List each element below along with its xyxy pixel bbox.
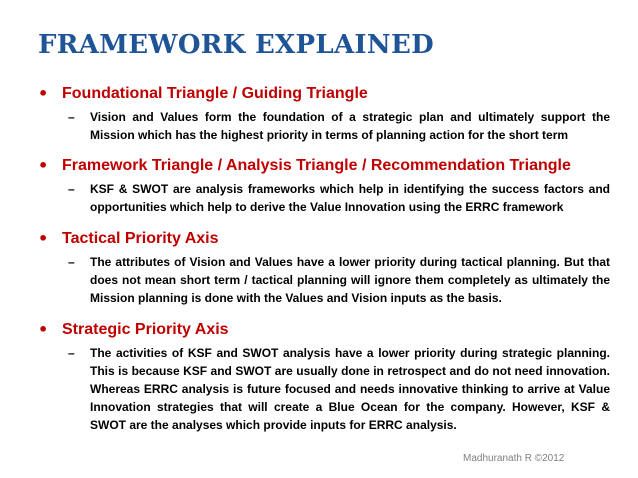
slide-title: FRAMEWORK EXPLAINED bbox=[38, 30, 434, 60]
bullet-item bbox=[38, 156, 610, 176]
section-text: The activities of KSF and SWOT analysis have a lower priority during strategic planning. This is because KSF and SWOT are usually done in retrospect and do not need innovation. Whereas ERRC analysis is future focused and needs innovative thinking to arrive at Value Innovation strategies that will create a Blue Ocean for the company. However, KSF & SWOT are the analyses which provide inputs for ERRC analysis. bbox=[90, 346, 610, 432]
footer-credit: Madhuranath R ©2012 bbox=[463, 453, 565, 464]
sub-bullet-item bbox=[38, 180, 610, 216]
section-heading: Tactical Priority Axis bbox=[62, 230, 219, 247]
slide-content bbox=[38, 84, 610, 446]
bullet-icon: • bbox=[38, 229, 49, 248]
section-text: Vision and Values form the foundation of a strategic plan and ultimately support the Mission which has the highest priority in terms of planning action for the short term bbox=[90, 110, 610, 142]
dash-icon: – bbox=[68, 182, 75, 196]
bullet-icon: • bbox=[38, 84, 49, 103]
bullet-item bbox=[38, 229, 610, 249]
section-text: KSF & SWOT are analysis frameworks which help in identifying the success factors and opportunities which help to derive the Value Innovation using the ERRC framework bbox=[90, 182, 610, 214]
section-tactical-priority-axis bbox=[38, 229, 610, 307]
bullet-icon: • bbox=[38, 156, 49, 175]
sub-bullet-item bbox=[38, 108, 610, 144]
section-strategic-priority-axis bbox=[38, 320, 610, 434]
section-heading: Framework Triangle / Analysis Triangle / Recommendation Triangle bbox=[62, 157, 571, 174]
dash-icon: – bbox=[68, 255, 75, 269]
bullet-item bbox=[38, 320, 610, 340]
section-text: The attributes of Vision and Values have a lower priority during tactical planning. But that does not mean short term / tactical planning will ignore them completely as ultimately the Mission planning is done with the Values and Vision inputs as the basis. bbox=[90, 255, 610, 305]
sub-bullet-item bbox=[38, 253, 610, 307]
dash-icon: – bbox=[68, 346, 75, 360]
dash-icon: – bbox=[68, 110, 75, 124]
section-heading: Foundational Triangle / Guiding Triangle bbox=[62, 85, 368, 102]
bullet-icon: • bbox=[38, 320, 49, 339]
section-framework-triangle bbox=[38, 156, 610, 216]
sub-bullet-item bbox=[38, 344, 610, 434]
section-foundational-triangle bbox=[38, 84, 610, 144]
bullet-item bbox=[38, 84, 610, 104]
section-heading: Strategic Priority Axis bbox=[62, 321, 229, 338]
